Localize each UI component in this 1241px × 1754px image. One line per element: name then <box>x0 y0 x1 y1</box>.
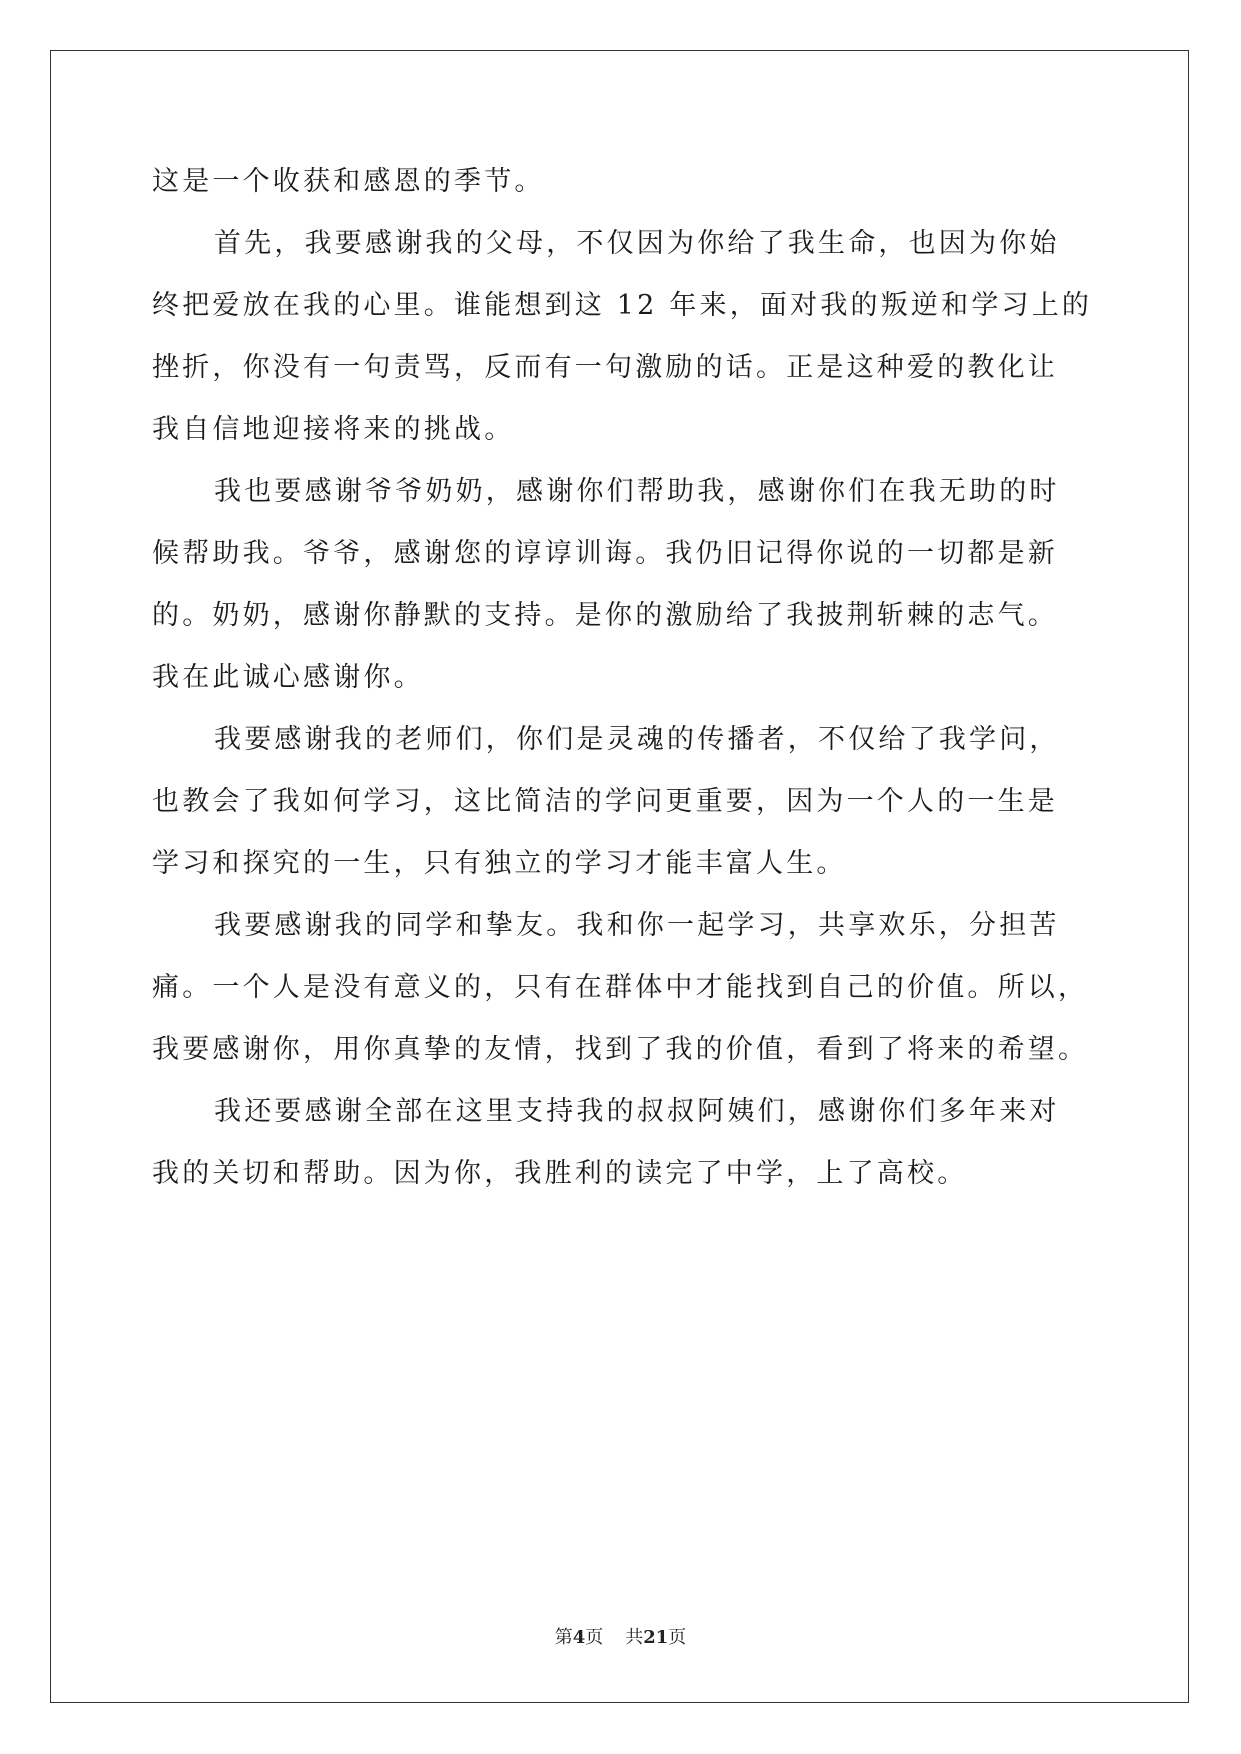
paragraph-first-line: 首先，我要感谢我的父母，不仅因为你给了我生命，也因为你始 <box>214 228 1060 259</box>
text-line: 挫折，你没有一句责骂，反而有一句激励的话。正是这种爱的教化让 <box>152 352 1058 383</box>
text-line: 我自信地迎接将来的挑战。 <box>152 414 515 445</box>
text-line: 我的关切和帮助。因为你，我胜利的读完了中学，上了高校。 <box>152 1158 968 1189</box>
text-line: 这是一个收获和感恩的季节。 <box>152 166 545 197</box>
total-pages-number: 21 <box>643 1627 669 1648</box>
page-label-suffix: 页 <box>585 1627 604 1648</box>
current-page-number: 4 <box>572 1627 586 1648</box>
text-line: 的。奶奶，感谢你静默的支持。是你的激励给了我披荆斩棘的志气。 <box>152 600 1058 631</box>
text-line: 学习和探究的一生，只有独立的学习才能丰富人生。 <box>152 848 847 879</box>
page-label-prefix: 第 <box>554 1627 573 1648</box>
text-line: 痛。一个人是没有意义的，只有在群体中才能找到自己的价值。所以， <box>152 972 1089 1003</box>
text-line: 也教会了我如何学习，这比简洁的学问更重要，因为一个人的一生是 <box>152 786 1058 817</box>
text-line: 我在此诚心感谢你。 <box>152 662 424 693</box>
text-line: 候帮助我。爷爷，感谢您的谆谆训诲。我仍旧记得你说的一切都是新 <box>152 538 1058 569</box>
text-line: 我要感谢你，用你真挚的友情，找到了我的价值，看到了将来的希望。 <box>152 1034 1089 1065</box>
total-label-prefix: 共 <box>625 1627 644 1648</box>
total-label-suffix: 页 <box>668 1627 687 1648</box>
paragraph-first-line: 我还要感谢全部在这里支持我的叔叔阿姨们，感谢你们多年来对 <box>214 1096 1060 1127</box>
text-line: 终把爱放在我的心里。谁能想到这 12 年来，面对我的叛逆和学习上的 <box>152 290 1093 321</box>
paragraph-first-line: 我也要感谢爷爷奶奶，感谢你们帮助我，感谢你们在我无助的时 <box>214 476 1060 507</box>
paragraph-first-line: 我要感谢我的老师们，你们是灵魂的传播者，不仅给了我学问， <box>214 724 1060 755</box>
paragraph-first-line: 我要感谢我的同学和挚友。我和你一起学习，共享欢乐，分担苦 <box>214 910 1060 941</box>
page-footer <box>0 1626 1241 1650</box>
